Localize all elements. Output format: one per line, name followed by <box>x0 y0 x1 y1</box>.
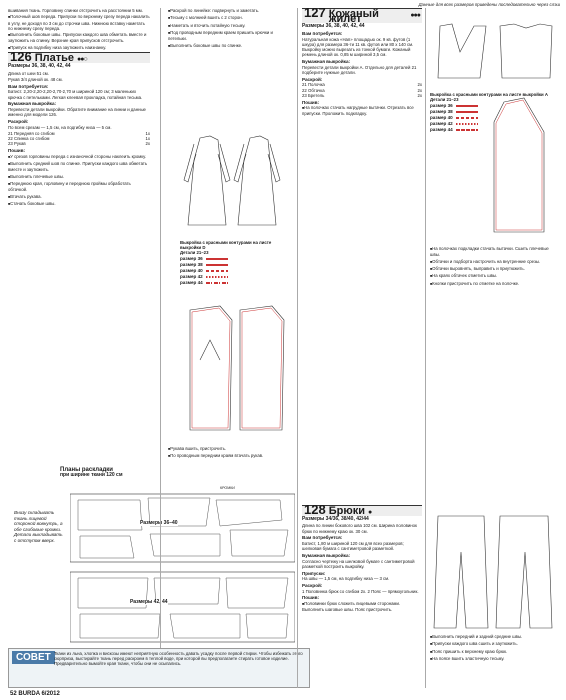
header-note: Данные для всех размеров приведены последовательно через слэш <box>418 2 560 7</box>
part-qty: 2x <box>417 92 422 98</box>
section-text: На швы — 1,5 см, на подгибку низа — 3 см. <box>302 576 390 582</box>
legend-label: размер 40 <box>180 268 203 274</box>
column-4-lower <box>430 634 558 664</box>
dress-illustration <box>180 130 300 230</box>
part-qty: 2x <box>145 141 150 147</box>
sew-step: ■ Выполнить передний и задний средние швы. <box>430 634 558 640</box>
section-heading: Пошив: <box>302 595 320 601</box>
sew-step: ■ Стачать боковые швы. <box>8 201 150 207</box>
col1-text: ■ Выполнить боковые швы. Припуски каждого шва обметать вместе и заутюжить на спинку. Верхние края припусков отстрочить. <box>8 32 150 43</box>
model-title: Брюки <box>328 505 365 517</box>
tip-badge: СОВЕТ <box>12 651 55 664</box>
layout-plan-heading <box>60 468 210 478</box>
part-name: 23 Бретель <box>302 92 325 98</box>
section-text: По всем срезам — 1,5 см, на подгибку низа — 5 см. <box>8 124 112 130</box>
part-qty: 2x <box>417 82 422 88</box>
column-3-lower <box>302 502 422 614</box>
col2-text: ■ Рукава вшить, пристрочить. <box>168 446 292 452</box>
sew-step: ■ Обтачки выровнять, выправить и приутюжить. <box>430 266 558 272</box>
sew-step: ■ Припуски каждого шва сшить и заутюжить. <box>430 641 558 647</box>
section-heading: Вам потребуется: <box>8 83 49 89</box>
tip-box <box>8 648 310 688</box>
layout-note: Внизу складывать ткань лицевой стороной вовнутрь, а обе сгибовые кромки. Детали выкладывать с отступом вверх. <box>14 510 63 543</box>
model-param: Длина от шеи 51 см. <box>8 70 49 76</box>
part-name: 22 Спинка со сгибом <box>8 136 50 142</box>
model-127-heading <box>302 5 422 26</box>
diagram-parts: Детали 21–23 <box>180 250 209 256</box>
model-sizes: Размеры 34/36, 38/40, 42/44 <box>302 516 369 523</box>
section-heading: Вам потребуется: <box>302 535 343 541</box>
diagram-parts: Детали 21–23 <box>430 97 459 103</box>
diagram-title: Выкройка с красными контурами на листе выкройки A <box>430 92 548 97</box>
vest-illustration <box>430 22 558 82</box>
column-3 <box>302 5 422 118</box>
legend-row <box>180 256 290 261</box>
difficulty-dots-icon: ● <box>368 509 372 516</box>
sew-step: ■ Пояс пришить к верхнему краю брюк. <box>430 649 558 655</box>
diagram-126-caption <box>180 240 290 286</box>
col2-text: ■ Под проводным передним краем пришить крючки и петельки. <box>168 30 292 41</box>
layout-plan-diagram <box>70 486 295 646</box>
model-param: Длина по линии бокового шва 102 см. Ширина половинок брюк по нижнему краю ок. 30 см. <box>302 523 417 534</box>
section-heading: Вам потребуется: <box>302 31 343 37</box>
sew-step: ■ На краях обтачек отметить швы. <box>430 273 558 279</box>
column-1 <box>8 8 150 209</box>
model-128-heading <box>302 502 422 517</box>
layout-sizes-a: Размеры 36–40 <box>140 520 178 526</box>
tip-text: Ткани из льна, хлопка и вискозы имеют неприятную особенность давать усадку после первой стирки. Чтобы избежать этого сюрприза, выстирайте ткань перед раскроем в теплой воде, при которой вы предполагаете стирать готовое изделие. Предварительно вымойте края ткани, чтобы они не осыпались. <box>54 651 303 667</box>
column-divider <box>160 8 161 648</box>
part-row <box>302 93 422 98</box>
section-heading: Бумажная выкройка: <box>8 101 57 107</box>
section-text: 1 Половинка брюк со сгибом 2x. 2 Пояс — прямоугольник. <box>302 588 419 594</box>
column-2 <box>168 8 292 50</box>
section-text: Батист, 1,80 м шириной 120 см для всех размеров; шелковая бумага с сантиметровой разметкой. <box>302 541 404 552</box>
sew-step: ■ На полочках стачать нагрудные вытачки. Отрезать все припуски. Проложить подкладку. <box>302 105 422 116</box>
sew-step: ■ Выполнить плечевые швы. <box>8 174 150 180</box>
legend-label: размер 44 <box>180 280 203 286</box>
magazine-name: BURDA 6/2012 <box>18 691 60 697</box>
model-param: Рукав 3/4 длиной ок. 48 см. <box>8 76 63 82</box>
col2-text: ■ Раскрой по линейке: подвернуть и заметать. <box>168 8 292 14</box>
diagram-title: Выкройка с красными контурами на листе выкройки D <box>180 240 272 251</box>
section-heading: Пошив: <box>302 99 320 105</box>
legend-label: размер 42 <box>430 121 453 127</box>
legend-label: размер 38 <box>180 262 203 268</box>
col1-text: ■ Припуск на подгибку низа заутюжить наизнанку. <box>8 45 150 51</box>
model-126-heading <box>8 49 150 65</box>
col1-text: ■ Полочный шов переда. Припуски по верхнему срезу переда накалить в углу, не доходя по 3 см до строчки шва. Нижнюю вставку наметать по нижнему срезу переда. <box>8 14 150 31</box>
section-text: Перевести детали выкройки A. Отдельно для деталей 21 подберите нужные детали. <box>302 64 417 76</box>
section-heading: Бумажная выкройка: <box>302 552 351 558</box>
model-number: 128 <box>304 502 326 517</box>
section-heading: Пошив: <box>8 148 26 154</box>
model-number: 126 <box>10 49 32 65</box>
model-title: Кожаный жилет <box>328 8 379 26</box>
legend-label: размер 38 <box>430 109 453 115</box>
sew-step: ■ Выполнить средний шов по спинке. Припуски каждого шва обметать вместе и заутюжить. <box>8 161 150 172</box>
sew-step: ■ Половинки брюк сложить лицевыми сторонами. Выполнить шаговые швы. Пояс пристрочить. <box>302 601 422 612</box>
col2-text: ■ Тесьму с молнией вшить с 2 сторон. <box>168 15 292 21</box>
section-text: Перевести детали выкройки. Обратите внимание на линии и данные именно для модели 126. <box>8 106 146 118</box>
column-4 <box>430 246 558 288</box>
section-heading: Раскрой: <box>302 76 323 82</box>
legend-label: размер 36 <box>180 256 203 262</box>
difficulty-dots-icon: ●●○ <box>76 56 87 64</box>
size-legend <box>180 256 290 285</box>
part-qty: 2x <box>417 87 422 93</box>
legend-row <box>180 262 290 267</box>
fold-label: КРОМКИ <box>220 486 235 490</box>
section-heading: Припуски: <box>302 570 326 576</box>
col2-text: ■ Наметать и вточить потайную тесьму. <box>168 23 292 29</box>
column-2-lower <box>168 446 292 461</box>
pattern-diagram-127 <box>484 92 560 242</box>
section-text: Натуральная кожа «Нап» площадью ок. 9 кв. футов (1 шкура) для размера 36-ти 11 кв. футов или 80 х 140 см. Выкройку можно вырезать из тонкой бумаги. Кожаный ремень длиной ок. 0,85 м шириной 3,5 см. <box>302 36 414 58</box>
sew-step: ■ Переднюю края, горловину и переднюю проймы обработать обтачкой. <box>8 181 150 192</box>
part-row <box>8 141 150 146</box>
model-sizes: Размеры 36, 38, 40, 42, 44 <box>8 63 71 70</box>
column-divider <box>425 8 426 688</box>
legend-label: размер 36 <box>430 103 453 109</box>
part-qty: 1x <box>145 130 150 136</box>
sew-step: ■ У срезов горловины переда с изнаночной стороны наклеить кромку. <box>8 154 150 160</box>
model-number: 127 <box>304 5 326 20</box>
column-divider <box>297 8 298 688</box>
part-name: 23 Рукав <box>8 141 26 147</box>
legend-row <box>180 268 290 273</box>
section-heading: Бумажная выкройка: <box>302 59 351 65</box>
model-sizes: Размеры 36, 38, 40, 42, 44 <box>302 23 365 30</box>
legend-row <box>180 280 290 285</box>
col2-text: ■ Выполнить боковые швы по спинке. <box>168 43 292 49</box>
sew-step: ■ Кнопки пристрочить по отметке на полочке. <box>430 281 558 287</box>
difficulty-dots-icon: ●●● <box>410 12 420 19</box>
legend-label: размер 42 <box>180 274 203 280</box>
page-footer <box>10 691 60 697</box>
part-name: 21 Полочка <box>302 82 325 88</box>
legend-row <box>180 274 290 279</box>
section-text: Батист. 2,20-2,20-2,20-2,70-2,70 м шириной 120 см; 3 маленьких крючка с петельками. Легкая клеевая прокладка, потайная тесьма. <box>8 89 143 100</box>
section-heading: Раскрой: <box>8 118 29 124</box>
part-qty: 1x <box>145 136 150 142</box>
part-name: 21 Передняя со сгибом <box>8 130 55 136</box>
sew-step: ■ Втачать рукава. <box>8 194 150 200</box>
section-text: Согласно чертежу на шелковой бумаге с сантиметровой разметкой построить выкройку. <box>302 558 415 569</box>
col2-text: ■ По проводным передним краям втачать рукав. <box>168 453 292 459</box>
pattern-diagram-126 <box>180 300 300 440</box>
sew-step: ■ На полочках подкладки стачать вытачки. Сшить плечевые швы. <box>430 246 558 257</box>
sew-step: ■ Обтачки и подборта настрочить на внутренние срезы. <box>430 259 558 265</box>
trousers-illustration <box>430 512 558 632</box>
part-name: 22 Обтачка <box>302 87 325 93</box>
layout-plan-subtitle: при ширине ткани 120 см <box>60 472 123 479</box>
page-number: 52 <box>10 691 17 697</box>
model-title: Платье <box>34 52 74 65</box>
col1-text: вшивания ткань. Горловину спинки отстрочить на расстоянии 5 мм. <box>8 8 143 13</box>
legend-label: размер 44 <box>430 127 453 133</box>
layout-sizes-b: Размеры 42, 44 <box>130 599 168 605</box>
section-heading: Раскрой: <box>302 582 323 588</box>
layout-plan-title: Планы раскладки <box>60 467 113 473</box>
legend-label: размер 40 <box>430 115 453 121</box>
sew-step: ■ На поясе вшить эластичную тесьму. <box>430 656 558 662</box>
